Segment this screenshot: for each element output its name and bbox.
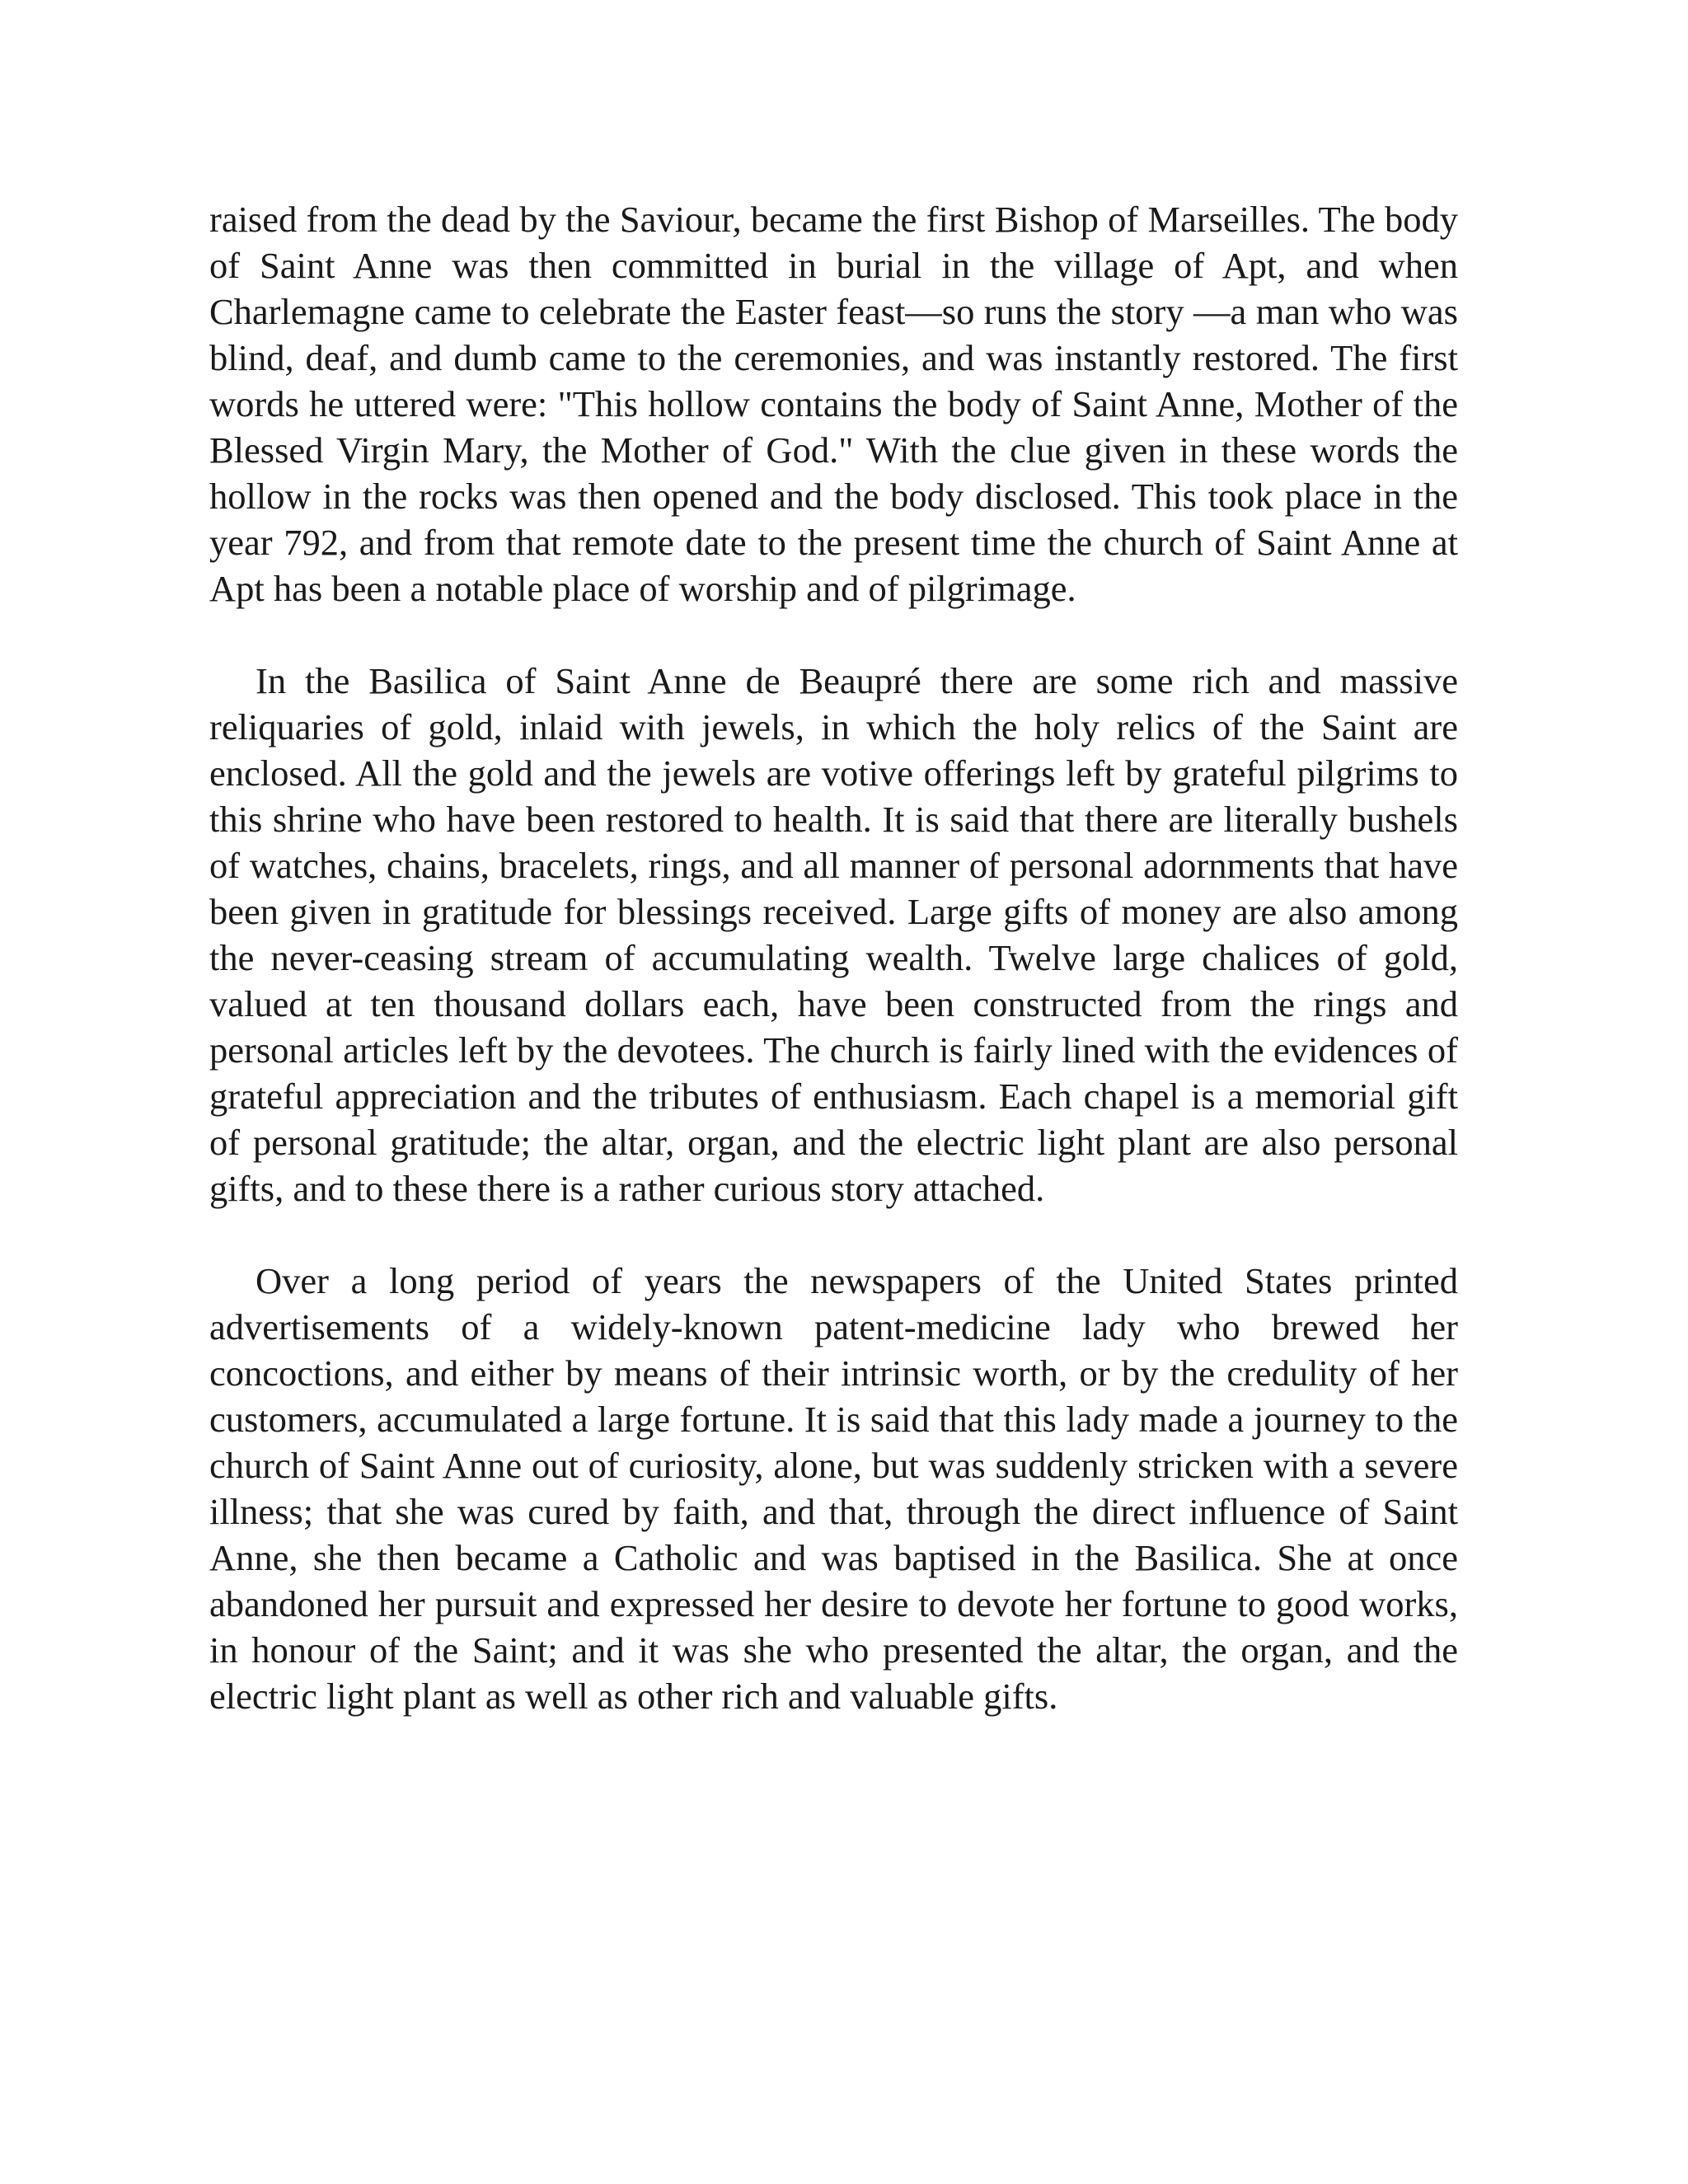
paragraph-2: In the Basilica of Saint Anne de Beaupré there are some rich and massive reliquaries of gold, inlaid with jewels, in which the holy relics of the Saint are enclosed. All the gold and the jewels are votive offerings left by grateful pilgrims to this shrine who have been restored to health. It is said that there are literally bushels of watches, chains, bracelets, rings, and all manner of personal adornments that have been given in gratitude for blessings received. Large gifts of money are also among the never-ceasing stream of accumulating wealth. Twelve large chalices of gold, valued at ten thousand dollars each, have been constructed from the rings and personal articles left by the devotees. The church is fairly lined with the evidences of grateful appreciation and the tributes of enthusiasm. Each chapel is a memorial gift of personal gratitude; the altar, organ, and the electric light plant are also personal gifts, and to these there is a rather curious story attached.: [209, 660, 1458, 1209]
page-body: [209, 196, 1458, 1719]
paragraph-3: Over a long period of years the newspapers of the United States printed advertisements of a widely-known patent-medicine lady who brewed her concoctions, and either by means of their intrinsic worth, or by the credulity of her customers, accumulated a large fortune. It is said that this lady made a journey to the church of Saint Anne out of curiosity, alone, but was suddenly stricken with a severe illness; that she was cured by faith, and that, through the direct influence of Saint Anne, she then became a Catholic and was baptised in the Basilica. She at once abandoned her pursuit and expressed her desire to devote her fortune to good works, in honour of the Saint; and it was she who presented the altar, the organ, and the electric light plant as well as other rich and valuable gifts.: [209, 1260, 1458, 1717]
paragraph-1: raised from the dead by the Saviour, became the first Bishop of Marseilles. The body of Saint Anne was then committed in burial in the village of Apt, and when Charlemagne came to celebrate the Easter feast—so runs the story —a man who was blind, deaf, and dumb came to the ceremonies, and was instantly restored. The first words he uttered were: "This hollow contains the body of Saint Anne, Mother of the Blessed Virgin Mary, the Mother of God." With the clue given in these words the hollow in the rocks was then opened and the body disclosed. This took place in the year 792, and from that remote date to the present time the church of Saint Anne at Apt has been a notable place of worship and of pilgrimage.: [209, 199, 1458, 609]
